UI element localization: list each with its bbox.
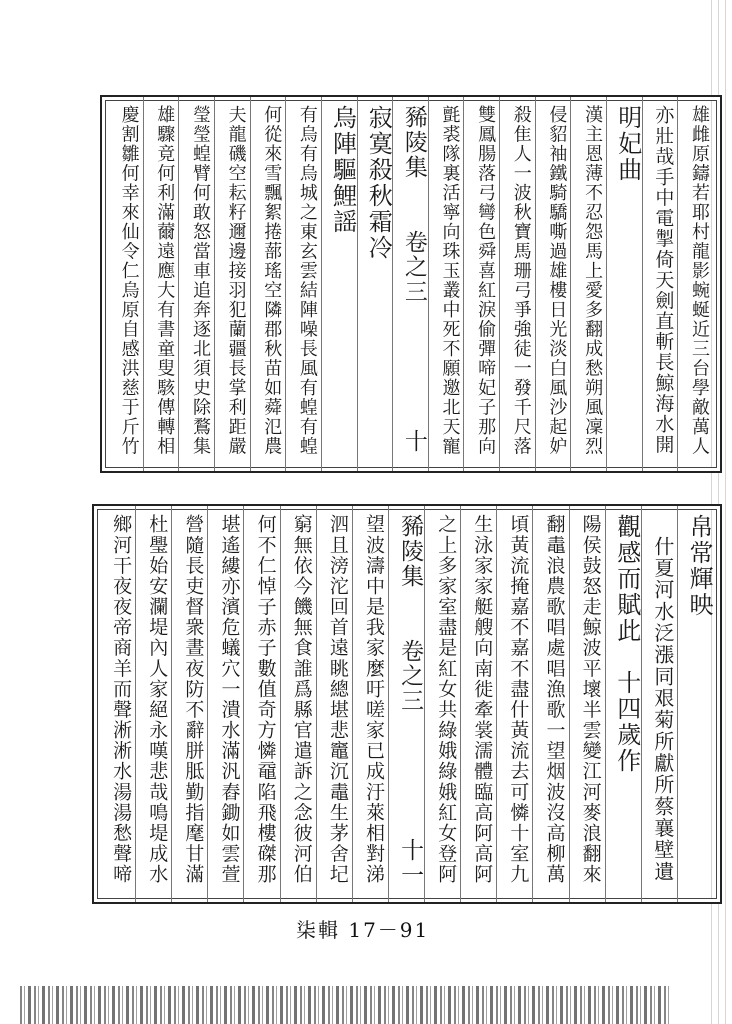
column-rule [606,97,607,471]
text-column: 何不仁悼子赤子數值奇方憐黿陷飛樓磔那 [254,514,277,885]
text-column: 寂寞殺秋霜冷 [364,105,393,261]
column-rule [214,97,215,471]
text-column: 鄉河干夜夜帝商羊而聲淅淅水湯湯愁聲啼 [110,514,133,885]
text-column: 泗且滂沱回首遠眺總堪悲竈沉鼃生茅舍圮 [326,514,349,885]
column-rule [135,506,136,902]
column-rule [424,506,425,902]
text-column: 生泳家家艇艘向南徙牽裳濡體臨高阿高阿 [471,514,494,885]
text-column: 杜璺始安瀾堤內人家絕永嘆悲哉鳴堤成水 [146,514,169,885]
column-rule [605,506,606,902]
column-rule [352,506,353,902]
column-rule [499,97,500,471]
text-column: 侵貂袖鐵騎驕嘶過雄樓日光淡白風沙起妒 [546,105,568,456]
text-column: 慶割雛何幸來仙令仁烏原自感洪慈于斤竹 [118,105,140,456]
text-column: 觀感而賦此 十四歲作 [612,514,641,774]
column-rule [178,97,179,471]
column-rule [250,97,251,471]
text-column: 豨陵集 卷之三 十一 [397,514,424,888]
column-rule [535,97,536,471]
column-rule [357,97,358,471]
column-rule [496,506,497,902]
text-column: 雄雌原鑄若耶村龍影蜿蜒近三台學敵萬人 [689,105,710,456]
column-rule [677,506,678,902]
column-rule [428,97,429,471]
text-column: 何從來雪飄絮捲蔀瑤空隣郡秋苗如蕣氾農 [261,105,283,456]
text-column: 雙鳳腸落弓彎色舜喜紅淚偷彈啼妃子那向 [475,105,497,456]
column-rule [388,506,389,902]
column-rule [677,97,678,471]
text-column: 漢主恩薄不忍怨馬上愛多翻成愁朔風凜烈 [582,105,604,456]
text-panel-bottom [92,504,722,904]
text-column: 堪遙縷亦濱危蟻穴一潰水滿汎舂鋤如雲萱 [218,514,241,885]
column-rule [392,97,393,471]
text-column: 有烏有烏城之東玄雲結陣噪長風有蝗有蝗 [296,105,318,456]
text-column: 氈裘隊裏活寧向珠玉叢中死不願邀北天寵 [439,105,461,456]
text-column: 烏陣驅鯉謡 [328,105,357,235]
column-rule [641,506,642,902]
column-rule [463,97,464,471]
text-column: 豨陵集 卷之三 十 [400,105,427,454]
text-column: 什夏河水泛漲同艰菊所獻所蔡襄壁遺 [650,514,675,883]
page-number-caption: 柒輯 17－91 [296,918,430,942]
text-column: 頃黃流掩嘉不嘉不盡什黃流去可憐十室九 [507,514,530,885]
column-rule [569,506,570,902]
column-rule [285,97,286,471]
text-column: 望波濤中是我家麼吁嗟家已成汙萊相對涕 [362,514,385,885]
text-column: 之上多家室盡是紅女共綠娥綠娥紅女登阿 [435,514,458,885]
text-column: 亦壯哉手中電掣倚天劍直斬長鯨海水開 [652,105,675,455]
text-panel-top [100,95,722,473]
text-column: 瑩瑩蝗臂何敢怒當車追奔逐北須史除鶩集 [189,105,211,456]
column-rule [460,506,461,902]
text-column: 夫龍磯空耘籽邇邊接羽犯蘭疆長掌利距嚴 [225,105,247,456]
text-column: 翻鼃浪農歌唱處唱漁歌一望烟波沒高柳萬 [543,514,566,885]
column-rule [280,506,281,902]
page-edge-bottom [20,986,670,1024]
text-column: 明妃曲 [613,105,642,183]
column-rule [207,506,208,902]
column-rule [171,506,172,902]
column-rule [642,97,643,471]
text-column: 帛常輝映 [685,514,713,618]
column-rule [532,506,533,902]
column-rule [570,97,571,471]
column-rule [316,506,317,902]
column-rule [243,506,244,902]
text-column: 雄驟竟何利滿薾遠應大有書童叟駭傳轉相 [154,105,176,456]
column-rule [143,97,144,471]
text-column: 殺隹人一波秋寶馬珊弓爭強徒一發千尺落 [510,105,532,456]
column-rule [321,97,322,471]
text-column: 營隨長吏督衆晝夜防不辭胼胝勤指麾甘滿 [182,514,205,885]
text-column: 陽侯鼓怒走鯨波平壞半雲變江河麥浪翻來 [579,514,602,885]
text-column: 窮無依今饑無食誰爲縣官遣訴之念彼河伯 [290,514,313,885]
